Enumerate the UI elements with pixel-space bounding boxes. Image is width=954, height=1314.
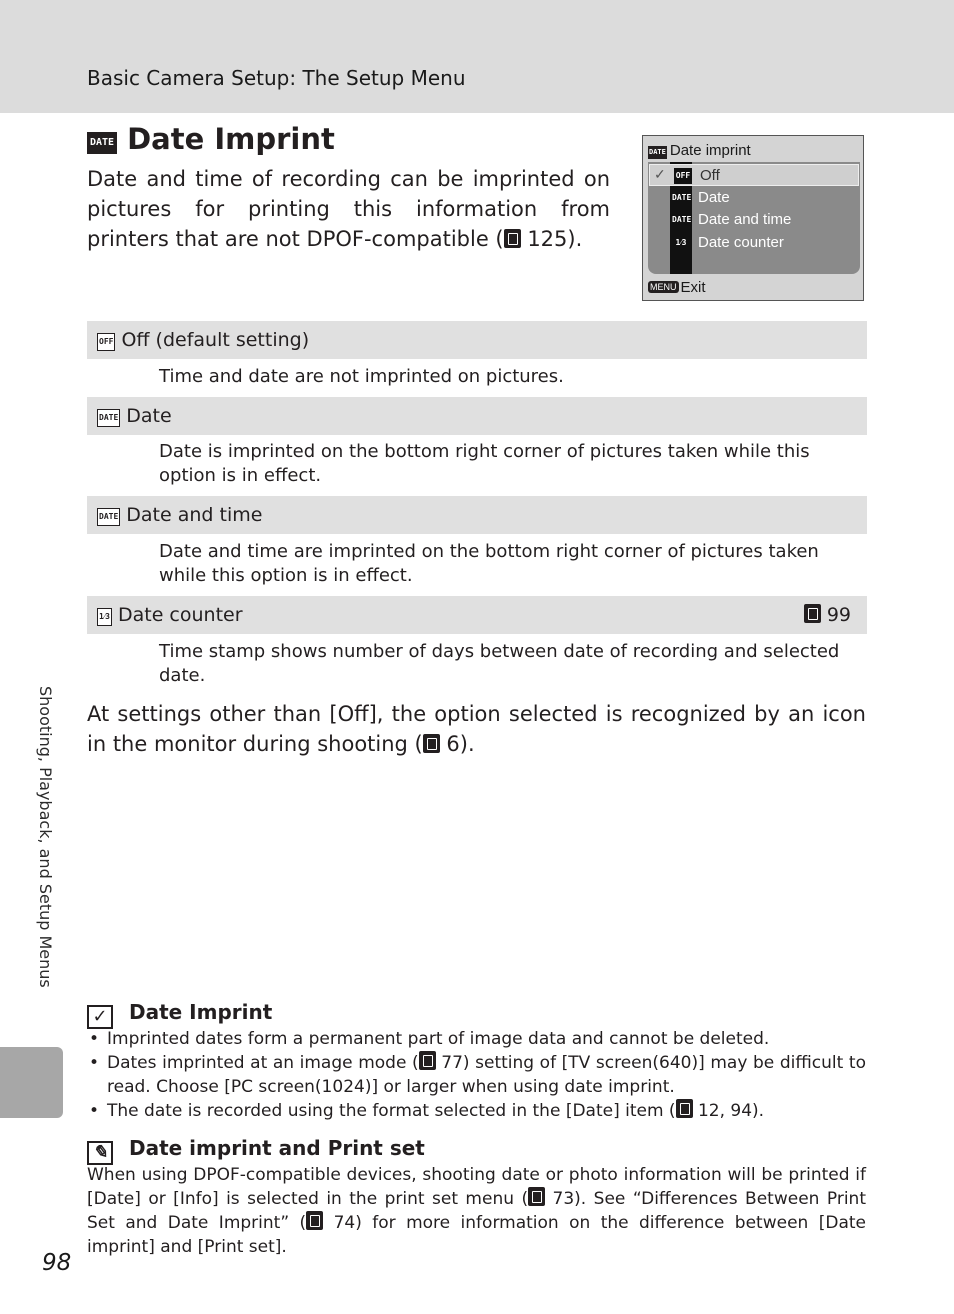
reference-icon bbox=[419, 1051, 436, 1070]
option-date: DATE Date bbox=[87, 397, 867, 435]
side-section-label: Shooting, Playback, and Setup Menus bbox=[36, 686, 55, 988]
date-icon: DATE bbox=[672, 193, 692, 202]
page-number: 98 bbox=[42, 1250, 72, 1276]
date-time-icon: DATE bbox=[672, 215, 692, 224]
note-heading-date-imprint: ✓ Date Imprint bbox=[87, 1000, 272, 1029]
option-date-and-time: DATE Date and time bbox=[87, 496, 867, 534]
option-date-counter-description: Time stamp shows number of days between date of recording and selected date. bbox=[159, 641, 840, 686]
list-item: • Dates imprinted at an image mode ( 77) setting of [TV screen(640)] may be difficult to read. Choose [PC screen(1024)] or larger when using date imprint. bbox=[87, 1051, 866, 1099]
reference-icon bbox=[504, 229, 521, 248]
running-header: Basic Camera Setup: The Setup Menu bbox=[87, 66, 466, 90]
header-band bbox=[0, 0, 954, 113]
camera-menu-item-off[interactable]: ✓ OFF Off bbox=[649, 164, 859, 186]
note-print-set-paragraph: When using DPOF-compatible devices, shooting date or photo information will be printed if [Date] or [Info] is selected in the print set menu ( 73). See “Differences Between Print Set and Date Imprint” ( 74) for more information on the difference between [Date imprint] and [Print set]. bbox=[87, 1165, 866, 1257]
list-item: • Imprinted dates form a permanent part of image data and cannot be deleted. bbox=[87, 1027, 866, 1051]
option-date-counter: 1⁄3 Date counter 99 bbox=[87, 596, 867, 634]
intro-ref: 125). bbox=[520, 227, 583, 251]
check-icon: ✓ bbox=[654, 166, 666, 182]
reference-icon bbox=[676, 1099, 693, 1118]
page-title bbox=[87, 122, 335, 156]
date-counter-icon: 1⁄3 bbox=[675, 238, 687, 247]
reference-icon bbox=[306, 1211, 323, 1230]
option-date-and-time-description: Date and time are imprinted on the bottom right corner of pictures taken while this option is in effect. bbox=[159, 541, 819, 586]
off-icon: OFF bbox=[97, 333, 115, 351]
off-icon: OFF bbox=[674, 168, 692, 184]
note-bullet-list bbox=[87, 1027, 866, 1123]
menu-button-icon: MENU bbox=[650, 282, 677, 292]
camera-menu-title: DATE Date imprint bbox=[649, 142, 751, 159]
camera-menu-footer: MENU Exit bbox=[650, 279, 706, 296]
reference-icon bbox=[423, 734, 440, 753]
option-off-description: Time and date are not imprinted on pictures. bbox=[159, 366, 564, 387]
option-off: OFF Off (default setting) bbox=[87, 321, 867, 359]
reference-icon bbox=[528, 1187, 545, 1206]
checkmark-note-icon: ✓ bbox=[87, 1005, 113, 1029]
camera-menu-item-date-counter[interactable]: 1⁄3 Date counter bbox=[648, 232, 860, 254]
intro-paragraph bbox=[87, 164, 610, 254]
option-date-description: Date is imprinted on the bottom right corner of pictures taken while this option is in effect. bbox=[159, 441, 810, 486]
camera-menu-item-date[interactable]: DATE Date bbox=[672, 189, 730, 206]
pencil-note-icon: ✎ bbox=[87, 1141, 113, 1165]
list-item: • The date is recorded using the format selected in the [Date] item ( 12, 94). bbox=[87, 1099, 866, 1123]
intro-text: Date and time of recording can be imprinted on pictures for printing this information from printers that are not DPOF-compatible ( bbox=[87, 167, 610, 251]
note-heading-print-set: ✎ Date imprint and Print set bbox=[87, 1136, 425, 1165]
date-time-icon: DATE bbox=[97, 508, 120, 526]
date-imprint-icon: DATE bbox=[648, 146, 667, 159]
camera-screen bbox=[642, 135, 864, 301]
page-title-text: Date Imprint bbox=[127, 122, 335, 156]
option-date-counter-ref: 99 bbox=[804, 596, 851, 634]
date-imprint-icon: DATE bbox=[87, 132, 117, 154]
camera-menu-item-date-and-time[interactable]: DATE Date and time bbox=[672, 211, 792, 228]
camera-menu-panel bbox=[648, 162, 860, 274]
reference-icon bbox=[804, 604, 821, 623]
date-icon: DATE bbox=[97, 409, 120, 427]
date-counter-icon: 1⁄3 bbox=[97, 608, 112, 626]
closing-paragraph: At settings other than [Off], the option selected is recognized by an icon in the monitor during shooting ( 6). bbox=[87, 702, 866, 756]
side-section-tab bbox=[0, 1047, 63, 1118]
